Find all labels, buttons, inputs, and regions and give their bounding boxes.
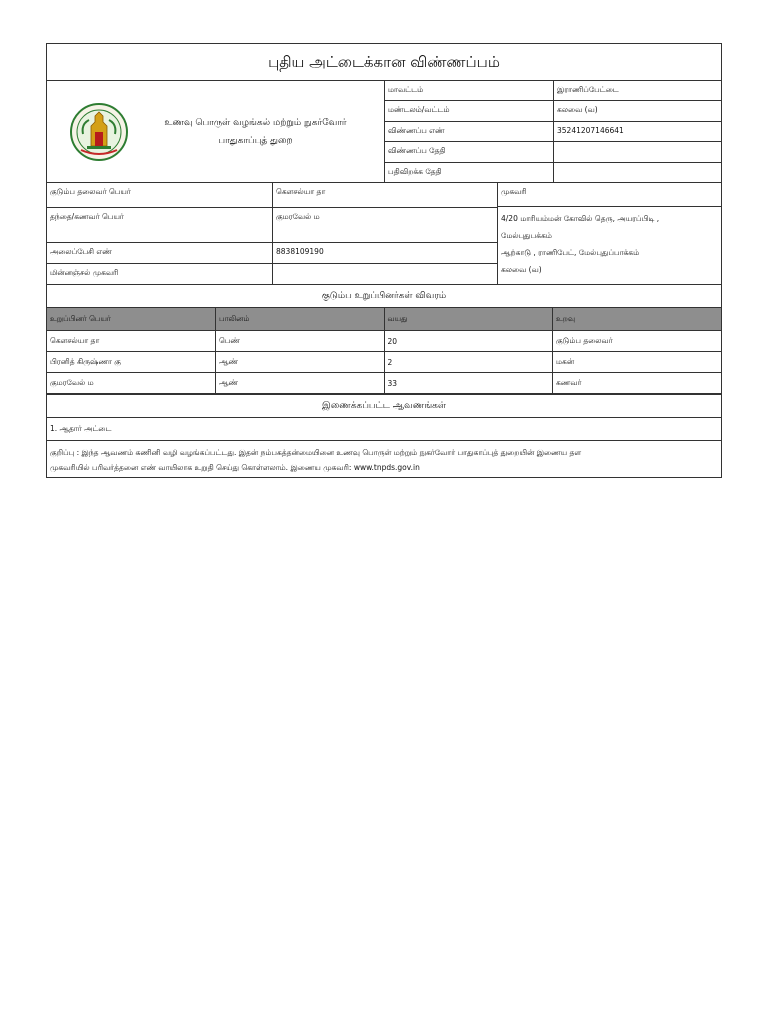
info-label: அலைப்பேசி எண் (47, 243, 273, 263)
meta-label: விண்ணப்ப தேதி (385, 142, 554, 161)
column-header: உறுப்பினர் பெயர் (47, 308, 216, 331)
member-relation: மகன் (553, 352, 722, 373)
info-row-father-husband-name (47, 208, 497, 243)
member-age: 20 (384, 331, 553, 352)
department-name-line1: உணவு பொருள் வழங்கல் மற்றும் நுகர்வோர் (164, 117, 347, 128)
members-header-row (47, 308, 721, 331)
meta-row-download-date (385, 163, 721, 182)
members-heading: குடும்ப உறுப்பினர்கள் விவரம் (47, 285, 721, 308)
meta-label: பதிவிறக்க தேதி (385, 163, 554, 182)
meta-row-district (385, 81, 721, 101)
address-line: கலவை (வ) (501, 265, 542, 274)
member-age: 33 (384, 373, 553, 394)
footnote-line: குறிப்பு : இந்த ஆவணம் கணினி வழி வழங்கப்பட்டது. இதன் நம்பகத்தன்மையினை உணவு பொருள் மற்றும் நுகர்வோர் பாதுகாப்புத் துறையின் இணைய தள (50, 448, 582, 457)
table-row (47, 373, 721, 394)
meta-value: கலவை (வ) (557, 105, 598, 115)
info-row-email (47, 264, 497, 284)
address-line: 4/20 மாரியம்மன் கோவில் தெரு, அயரப்பிடி , (501, 214, 660, 223)
application-form (46, 43, 722, 478)
table-row (47, 331, 721, 352)
info-value: 8838109190 (276, 247, 324, 256)
column-header: வயது (384, 308, 553, 331)
table-row (47, 352, 721, 373)
meta-value (554, 163, 721, 182)
member-gender: ஆண் (216, 352, 385, 373)
member-relation: குடும்ப தலைவர் (553, 331, 722, 352)
address-line: மேல்புதுபக்கம் (501, 231, 552, 240)
department-name (141, 114, 384, 150)
meta-row-application-date (385, 142, 721, 162)
info-value: கௌசல்யா தா (276, 187, 326, 196)
address-line: ஆற்காடு , ராணிபேட், மேல்புதுப்பாக்கம் (501, 248, 640, 257)
info-label: குடும்ப தலைவர் பெயர் (47, 183, 273, 207)
address-text (498, 207, 721, 281)
header-block (47, 81, 721, 183)
meta-label: மாவட்டம் (385, 81, 554, 100)
members-table (47, 308, 721, 394)
info-label: தந்தை/கணவர் பெயர் (47, 208, 273, 242)
footnote (47, 441, 721, 477)
meta-row-application-number (385, 122, 721, 142)
family-head-info (47, 183, 721, 285)
member-age: 2 (384, 352, 553, 373)
column-header: உறவு (553, 308, 722, 331)
documents-heading: இணைக்கப்பட்ட ஆவணங்கள் (47, 394, 721, 418)
member-name: பிரனித் கிருஷ்ணா கு (47, 352, 216, 373)
tamil-nadu-emblem-icon (69, 102, 129, 162)
department-block (47, 81, 385, 182)
meta-value (554, 142, 721, 161)
info-row-head-name (47, 183, 497, 208)
member-gender: பெண் (216, 331, 385, 352)
member-name: கௌசல்யா தா (47, 331, 216, 352)
member-gender: ஆண் (216, 373, 385, 394)
info-value: குமரவேல் ம (276, 212, 320, 221)
footnote-line: முகவரியில் பரிவர்த்தனை எண் வாயிலாக உறுதி செய்து கொள்ளலாம். இணைய முகவரி: www.tnpds.gov.in (50, 463, 420, 472)
head-details (47, 183, 498, 284)
meta-label: மண்டலம்/வட்டம் (385, 101, 554, 120)
meta-row-zone (385, 101, 721, 121)
meta-value: 35241207146641 (557, 125, 624, 135)
info-value (273, 264, 497, 284)
member-name: குமரவேல் ம (47, 373, 216, 394)
department-name-line2: பாதுகாப்புத் துறை (218, 135, 293, 146)
column-header: பாலினம் (216, 308, 385, 331)
application-meta (385, 81, 721, 182)
address-block (498, 183, 721, 284)
member-relation: கணவர் (553, 373, 722, 394)
form-title: புதிய அட்டைக்கான விண்ணப்பம் (47, 44, 721, 81)
document-item: 1. ஆதார் அட்டை (47, 418, 721, 441)
info-row-mobile (47, 243, 497, 264)
info-label: மின்னஞ்சல் முகவரி (47, 264, 273, 284)
address-label: முகவரி (498, 183, 721, 207)
meta-label: விண்ணப்ப எண் (385, 122, 554, 141)
meta-value: இராணிப்பேட்டை (557, 85, 619, 94)
